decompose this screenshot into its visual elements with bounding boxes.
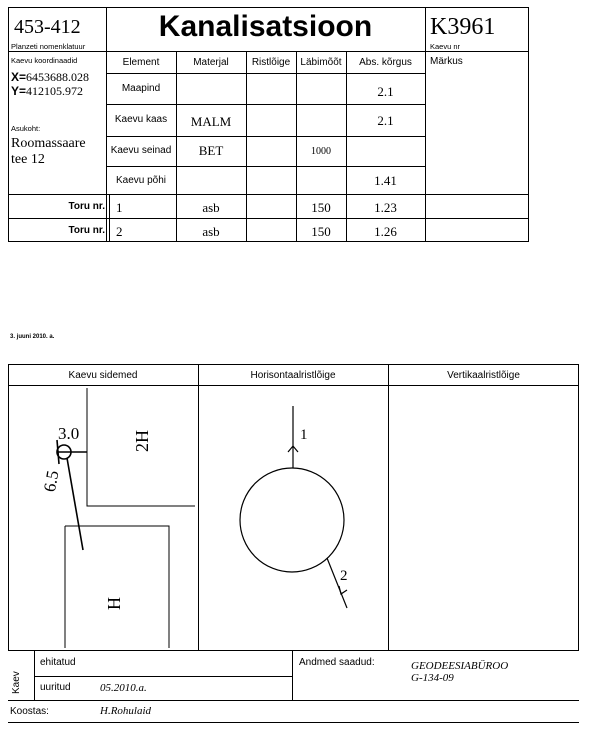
pipe-labimoot: 150	[311, 224, 331, 239]
row-labimoot: 1000	[311, 146, 331, 157]
row-materjal: BET	[198, 143, 224, 158]
row-element: Kaevu kaas	[114, 114, 168, 125]
building-h-top	[65, 526, 169, 648]
building-label-h: H	[104, 597, 124, 610]
pipe-2-arrow	[339, 586, 347, 594]
coordinate-y-label: Y=	[11, 84, 27, 98]
footer-line	[34, 676, 292, 677]
date-stamp: 3. juuni 2010. a.	[10, 334, 55, 340]
pipe-1-label: 1	[300, 427, 308, 443]
pipe-materjal: asb	[202, 224, 220, 239]
koostas-value: H.Rohulaid	[100, 705, 152, 717]
row-abs: 1.41	[374, 173, 397, 188]
header-divider	[8, 51, 529, 52]
pipe-2-label: 2	[340, 568, 348, 584]
footer-line	[34, 651, 35, 700]
pipe-abs: 1.26	[374, 224, 397, 239]
kaev-label: Kaev	[11, 671, 22, 694]
table-line	[106, 166, 425, 167]
row-abs: 2.1	[377, 84, 394, 99]
dimension-label-30: 3.0	[58, 424, 80, 443]
row-element: Kaevu põhi	[115, 175, 167, 186]
nomenclature-value: 453-412	[14, 16, 81, 38]
building-label-2h: 2H	[132, 430, 152, 452]
location-label: Asukoht:	[11, 124, 41, 133]
footer-line	[8, 722, 579, 723]
page-title: Kanalisatsioon	[158, 10, 373, 43]
well-number-label: Kaevu nr	[430, 42, 461, 51]
footer-line	[8, 700, 579, 701]
uuritud-label: uuritud	[40, 682, 71, 693]
col-header-materjal: Materjal	[193, 57, 229, 68]
coordinate-x	[11, 70, 89, 85]
table-line	[8, 194, 529, 195]
ehitatud-label: ehitatud	[40, 657, 76, 668]
pipe-nr: 2	[116, 224, 123, 239]
pipe-label: Toru nr.	[68, 201, 105, 212]
row-abs: 2.1	[377, 113, 394, 128]
dimension-label-65: 6.5	[40, 469, 63, 494]
andmed-value-1: GEODEESIABÜROO	[411, 660, 509, 672]
table-line	[246, 51, 247, 242]
sketch-divider	[388, 364, 389, 651]
connections-sketch	[9, 386, 197, 650]
koostas-label: Koostas:	[10, 706, 49, 717]
row-element: Kaevu seinad	[110, 145, 172, 156]
table-line	[106, 136, 425, 137]
table-line	[106, 104, 425, 105]
table-line	[106, 73, 425, 74]
sketch-title-vertikaal: Vertikaalristlõige	[447, 370, 520, 381]
andmed-label: Andmed saadud:	[299, 657, 375, 668]
coordinate-x-label: X=	[11, 70, 27, 84]
coordinates-label: Kaevu koordinaadid	[11, 56, 78, 65]
sketch-title-sidemed: Kaevu sidemed	[68, 370, 138, 381]
coordinate-y-value: 412105.972	[26, 84, 84, 98]
col-header-markus: Märkus	[430, 56, 463, 67]
col-header-element: Element	[122, 57, 160, 68]
col-header-ristloige: Ristlõige	[251, 57, 291, 68]
uuritud-value: 05.2010.a.	[100, 682, 147, 694]
sketch-title-horisontaal: Horisontaalristlõige	[250, 370, 336, 381]
pipe-labimoot: 150	[311, 200, 331, 215]
table-line	[8, 218, 529, 219]
header-right-divider	[425, 7, 426, 242]
location-line-1: Roomassaare	[11, 136, 86, 151]
coordinate-x-value: 6453688.028	[26, 70, 90, 84]
horizontal-section-sketch	[199, 386, 387, 650]
table-line	[109, 194, 110, 242]
well-circle	[240, 468, 344, 572]
pipe-materjal: asb	[202, 200, 220, 215]
andmed-value-2: G-134-09	[411, 672, 454, 684]
pipe-abs: 1.23	[374, 200, 397, 215]
col-header-labimoot: Läbimõõt	[300, 57, 342, 68]
row-materjal: MALM	[190, 114, 232, 129]
pipe-label: Toru nr.	[68, 225, 105, 236]
pipe-nr: 1	[116, 200, 123, 215]
well-number-value: K3961	[430, 14, 496, 40]
coordinate-y	[11, 84, 83, 99]
location-line-2: tee 12	[11, 152, 45, 167]
footer-line	[292, 651, 293, 700]
col-header-abs: Abs. kõrgus	[359, 57, 412, 68]
nomenclature-label: Planzeti nomenklatuur	[11, 42, 86, 51]
row-element: Maapind	[121, 83, 161, 94]
connection-line	[67, 458, 83, 550]
